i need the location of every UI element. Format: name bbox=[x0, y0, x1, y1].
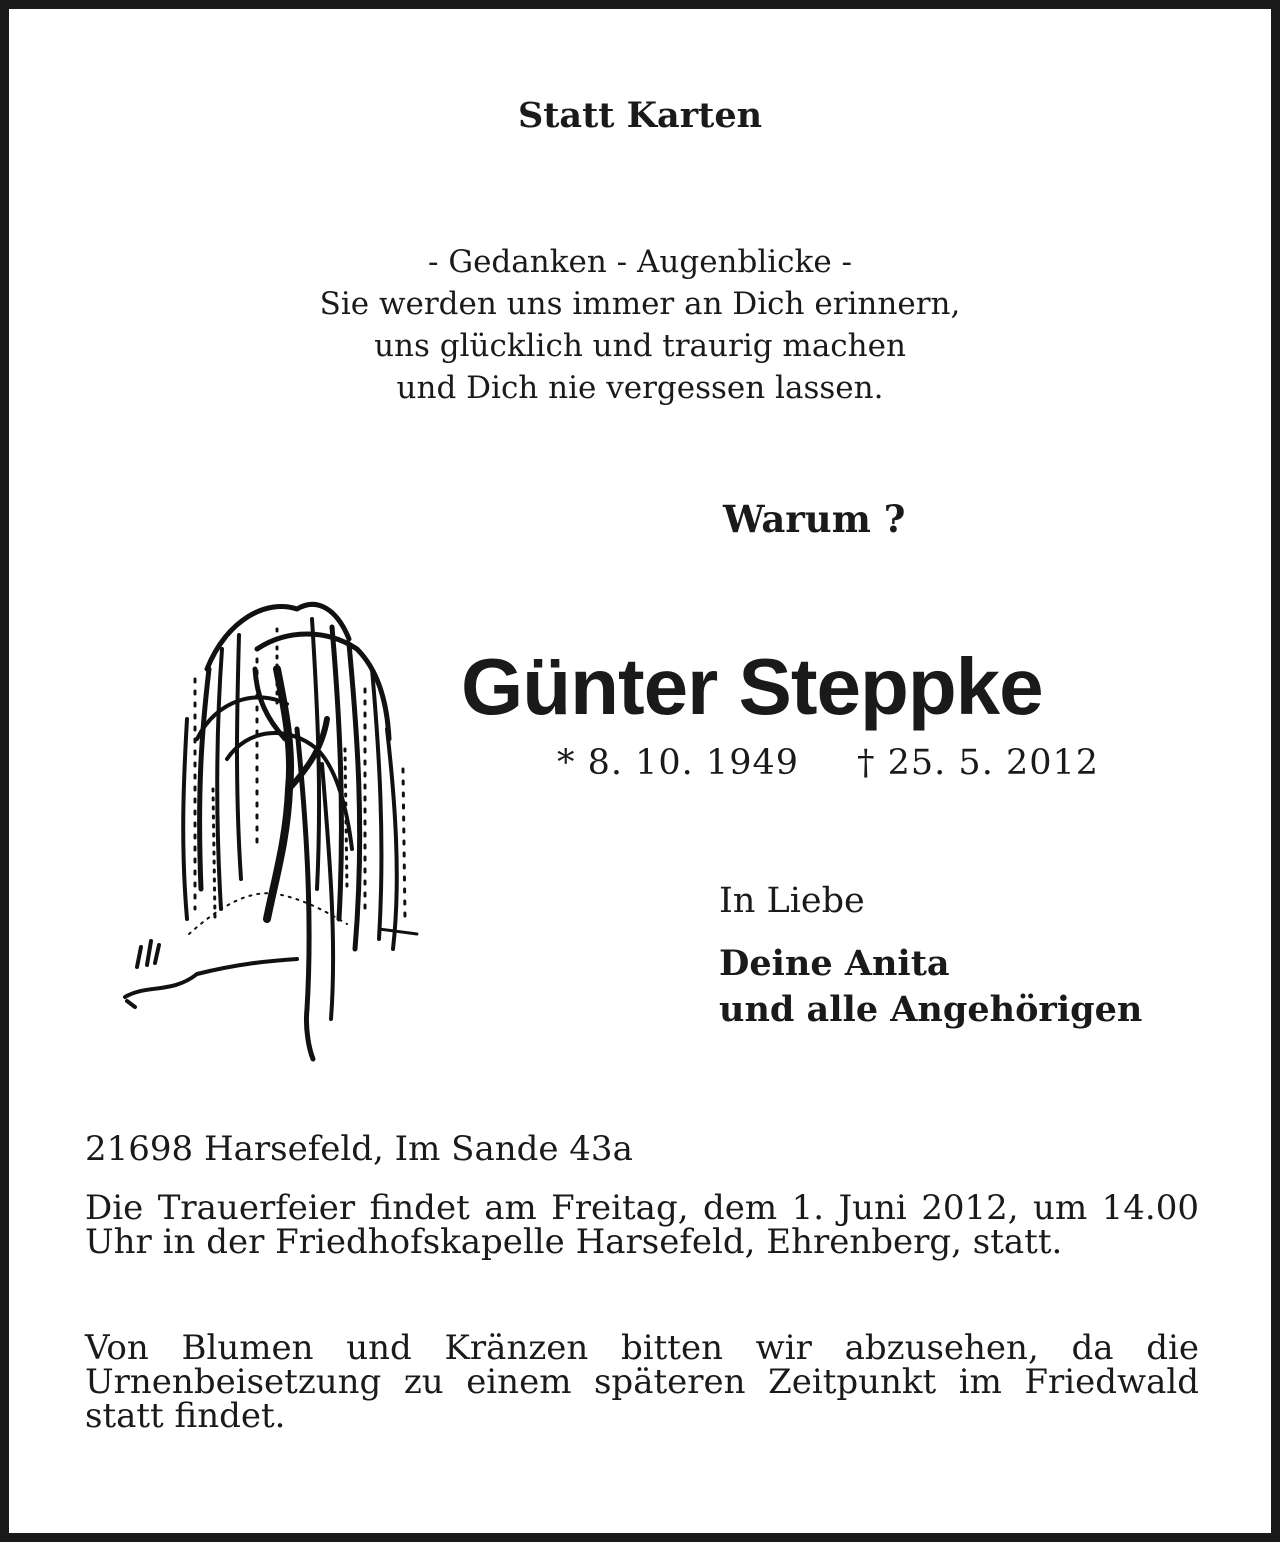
signer-line: und alle Angehörigen bbox=[719, 989, 1143, 1030]
poem-line: uns glücklich und traurig machen bbox=[374, 328, 906, 364]
death-date: † 25. 5. 2012 bbox=[857, 743, 1100, 783]
address: 21698 Harsefeld, Im Sande 43a bbox=[85, 1129, 633, 1169]
funeral-service-paragraph: Die Trauerfeier findet am Freitag, dem 1. Juni 2012, um 14.00 Uhr in der Friedhofskapelle Harsefeld, Ehrenberg, statt. bbox=[85, 1188, 1199, 1262]
signers bbox=[719, 941, 1142, 1033]
poem-line: Sie werden uns immer an Dich erinnern, bbox=[319, 286, 961, 322]
poem-line: und Dich nie vergessen lassen. bbox=[396, 370, 884, 406]
question-warum: Warum ? bbox=[723, 497, 906, 541]
closing-greeting: In Liebe bbox=[719, 881, 865, 921]
birth-date: * 8. 10. 1949 bbox=[557, 743, 800, 783]
poem bbox=[9, 241, 1271, 409]
poem-line: - Gedanken - Augenblicke - bbox=[427, 244, 852, 280]
flowers-paragraph: Von Blumen und Kränzen bitten wir abzusehen, da die Urnenbeisetzung zu einem späteren Zeitpunkt im Friedwald statt findet. bbox=[85, 1328, 1199, 1436]
signer-line: Deine Anita bbox=[719, 943, 950, 984]
header-statt-karten: Statt Karten bbox=[517, 95, 763, 136]
deceased-name: Günter Steppke bbox=[461, 642, 1043, 731]
life-dates bbox=[557, 743, 1099, 783]
